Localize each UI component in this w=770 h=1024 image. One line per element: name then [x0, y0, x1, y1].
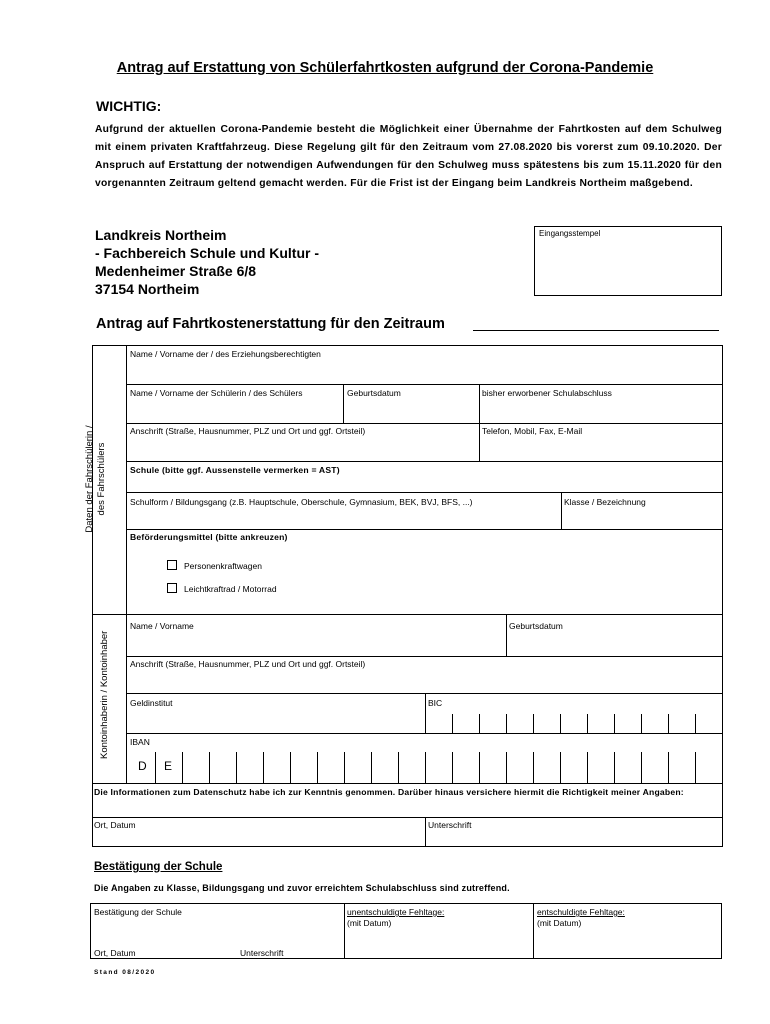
school-field[interactable]: Schule (bitte ggf. Aussenstelle vermerken = AST): [130, 465, 340, 475]
bic-field[interactable]: BIC: [428, 698, 443, 708]
important-heading: WICHTIG:: [96, 98, 162, 114]
iban-prefix-e: E: [164, 759, 173, 773]
privacy-statement: Die Informationen zum Datenschutz habe ich zur Kenntnis genommen. Darüber hinaus versichere hiermit die Richtigkeit meiner Angaben:: [94, 787, 684, 797]
place-date-field[interactable]: Ort, Datum: [94, 820, 136, 830]
address-line-2: - Fachbereich Schule und Kultur -: [95, 245, 320, 261]
school-confirm-field[interactable]: Bestätigung der Schule: [94, 907, 182, 917]
account-holder-side-label: Kontoinhaberin / Kontoinhaber: [99, 630, 110, 759]
excused-days-field[interactable]: (mit Datum): [537, 918, 582, 928]
student-name-field[interactable]: Name / Vorname der Schülerin / des Schülers: [130, 388, 303, 398]
moped-option-label: Leichtkraftrad / Motorrad: [184, 584, 277, 594]
car-option-label: Personenkraftwagen: [184, 561, 262, 571]
period-input-line[interactable]: [473, 330, 719, 331]
stamp-label: Eingangsstempel: [539, 229, 601, 238]
school-place-date-field[interactable]: Ort, Datum: [94, 948, 136, 958]
address-line-4: 37154 Northeim: [95, 281, 200, 297]
signature-field[interactable]: Unterschrift: [428, 820, 472, 830]
student-data-side-label: Daten der Fahrschülerin / des Fahrschülers: [84, 425, 107, 533]
iban-prefix-d: D: [138, 759, 147, 773]
iban-field[interactable]: IBAN: [130, 737, 150, 747]
student-address-field[interactable]: Anschrift (Straße, Hausnummer, PLZ und Ort und ggf. Ortsteil): [130, 426, 366, 436]
unexcused-days-label: unentschuldigte Fehltage:: [347, 907, 445, 917]
school-confirmation-heading: Bestätigung der Schule: [94, 861, 223, 873]
school-confirmation-note: Die Angaben zu Klasse, Bildungsgang und zuvor erreichtem Schulabschluss sind zutreffend.: [94, 883, 510, 893]
holder-address-field[interactable]: Anschrift (Straße, Hausnummer, PLZ und Ort und ggf. Ortsteil): [130, 659, 366, 669]
student-birthdate-field[interactable]: Geburtsdatum: [347, 388, 401, 398]
contact-field[interactable]: Telefon, Mobil, Fax, E-Mail: [482, 426, 583, 436]
transport-label: Beförderungsmittel (bitte ankreuzen): [130, 532, 288, 542]
excused-days-label: entschuldigte Fehltage:: [537, 907, 625, 917]
guardian-name-field[interactable]: Name / Vorname der / des Erziehungsberechtigten: [130, 349, 321, 359]
address-line-3: Medenheimer Straße 6/8: [95, 263, 257, 279]
recipient-address: [95, 226, 319, 298]
school-degree-field[interactable]: bisher erworbener Schulabschluss: [482, 388, 612, 398]
unexcused-days-field[interactable]: (mit Datum): [347, 918, 392, 928]
bank-field[interactable]: Geldinstitut: [130, 698, 173, 708]
class-field[interactable]: Klasse / Bezeichnung: [564, 497, 646, 507]
receipt-stamp-box: [534, 226, 722, 296]
moped-checkbox[interactable]: [167, 583, 177, 593]
address-line-1: Landkreis Northeim: [95, 227, 227, 243]
intro-paragraph: Aufgrund der aktuellen Corona-Pandemie besteht die Möglichkeit einer Übernahme der Fahrtkosten auf dem Schulweg mit einem privaten Kraftfahrzeug. Diese Regelung gilt für den Zeitraum vom 27.08.2020 bis vorerst zum 09.10.2020. Der Anspruch auf Erstattung der notwendigen Aufwendungen für den Schulweg muss spätestens bis zum 15.11.2020 für den vorgenannten Zeitraum geltend gemacht werden. Für die Frist ist der Eingang beim Landkreis Northeim maßgebend.: [95, 124, 722, 189]
school-type-field[interactable]: Schulform / Bildungsgang (z.B. Hauptschule, Oberschule, Gymnasium, BEK, BVJ, BFS, ...): [130, 497, 473, 507]
car-checkbox[interactable]: [167, 560, 177, 570]
version-footer: Stand 08/2020: [94, 969, 156, 976]
holder-birthdate-field[interactable]: Geburtsdatum: [509, 621, 563, 631]
period-label: Antrag auf Fahrtkostenerstattung für den Zeitraum: [96, 316, 445, 332]
holder-name-field[interactable]: Name / Vorname: [130, 621, 194, 631]
school-signature-field[interactable]: Unterschrift: [240, 948, 284, 958]
form-title: Antrag auf Erstattung von Schülerfahrtkosten aufgrund der Corona-Pandemie: [116, 60, 654, 76]
